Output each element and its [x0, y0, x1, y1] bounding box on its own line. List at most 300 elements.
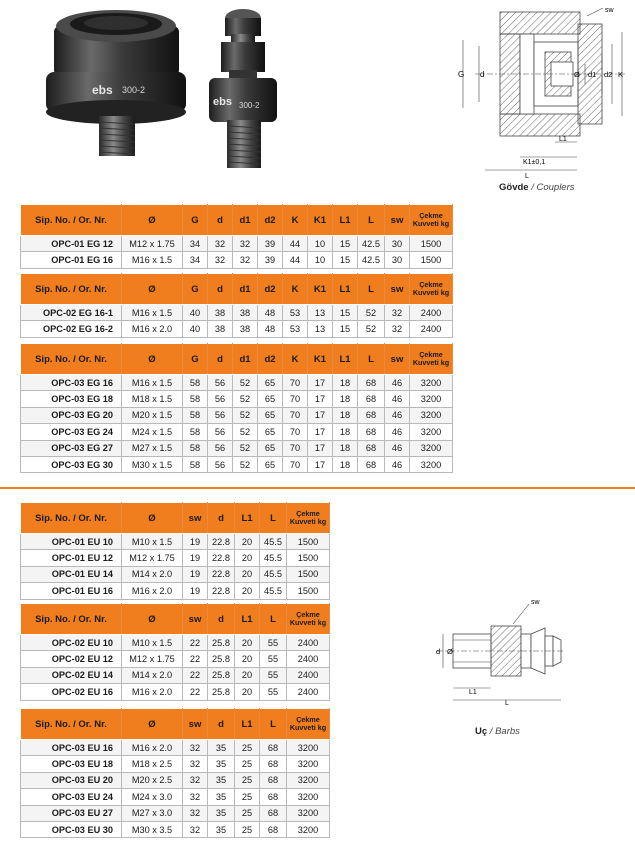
coupler-caption: Gövde / Couplers: [499, 182, 575, 193]
table-cell: 32: [183, 772, 208, 788]
dim-sw: sw: [605, 7, 614, 14]
table-cell: 25: [235, 789, 260, 805]
table-cell: 46: [385, 456, 410, 472]
column-header: Ø: [122, 205, 183, 236]
column-header: d: [208, 205, 233, 236]
table-row: [21, 252, 453, 268]
table-cell: 10: [308, 236, 333, 252]
table-cell: 46: [385, 391, 410, 407]
table-cell: 55: [260, 651, 287, 667]
spec-table-opc01-eu: [20, 502, 330, 600]
table-row: [21, 456, 453, 472]
column-header: d: [208, 344, 233, 375]
table-cell: 42.5: [358, 236, 385, 252]
barb-model: 300-2: [239, 101, 260, 110]
table-cell: M12 x 1.75: [122, 651, 183, 667]
column-header: Çekme Kuvveti kg: [287, 604, 330, 635]
table-cell: 58: [183, 456, 208, 472]
table-cell: 2400: [287, 651, 330, 667]
column-header: Çekme Kuvveti kg: [287, 709, 330, 740]
table-cell: 13: [308, 321, 333, 337]
part-number-cell: OPC-03 EG 16: [21, 375, 122, 391]
table-cell: 1500: [287, 534, 330, 550]
table-cell: 55: [260, 635, 287, 651]
table-cell: 25: [235, 805, 260, 821]
column-header: Çekme Kuvveti kg: [410, 274, 453, 305]
table-row: [21, 805, 330, 821]
column-header: Ø: [122, 344, 183, 375]
table-cell: M24 x 3.0: [122, 789, 183, 805]
table-cell: 32: [183, 805, 208, 821]
table-cell: 17: [308, 391, 333, 407]
barb-dim-phi: Ø: [447, 647, 453, 656]
table-cell: 52: [233, 391, 258, 407]
dim-L: L: [525, 173, 529, 180]
table-row: [21, 391, 453, 407]
barb-caption: Uç / Barbs: [475, 726, 520, 737]
table-cell: 68: [260, 740, 287, 756]
table-cell: M16 x 1.5: [122, 305, 183, 321]
dim-d: d: [480, 70, 485, 79]
table-cell: 68: [358, 424, 385, 440]
table-row: [21, 375, 453, 391]
table-cell: 25.8: [208, 651, 235, 667]
barb-dim-L: L: [505, 700, 509, 706]
table-cell: 65: [258, 391, 283, 407]
table-cell: 38: [233, 321, 258, 337]
table-cell: 35: [208, 740, 235, 756]
table-cell: 2400: [410, 305, 453, 321]
table-cell: M30 x 1.5: [122, 456, 183, 472]
table-cell: 39: [258, 252, 283, 268]
table-cell: 56: [208, 391, 233, 407]
part-number-cell: OPC-03 EG 27: [21, 440, 122, 456]
table-cell: M16 x 2.0: [122, 684, 183, 700]
table-cell: 22: [183, 635, 208, 651]
part-number-cell: OPC-02 EU 12: [21, 651, 122, 667]
table-cell: 48: [258, 305, 283, 321]
table-cell: 3200: [287, 789, 330, 805]
table-cell: 44: [283, 236, 308, 252]
table-cell: 3200: [410, 407, 453, 423]
column-header: d2: [258, 205, 283, 236]
column-header: Sip. No. / Or. Nr.: [21, 604, 122, 635]
table-cell: 20: [235, 534, 260, 550]
table-cell: 38: [208, 305, 233, 321]
table-cell: 3200: [287, 740, 330, 756]
part-number-cell: OPC-03 EU 30: [21, 821, 122, 837]
table-cell: 20: [235, 651, 260, 667]
table-cell: 22: [183, 684, 208, 700]
column-header: Ø: [122, 503, 183, 534]
column-header: sw: [385, 205, 410, 236]
table-cell: 2400: [410, 321, 453, 337]
spec-table-opc03-eg: [20, 343, 453, 473]
table-cell: 70: [283, 440, 308, 456]
column-header: Sip. No. / Or. Nr.: [21, 274, 122, 305]
table-cell: 56: [208, 375, 233, 391]
table-cell: 68: [358, 456, 385, 472]
table-cell: 32: [385, 305, 410, 321]
table-cell: 20: [235, 684, 260, 700]
column-header: sw: [385, 274, 410, 305]
column-header: d: [208, 274, 233, 305]
table-cell: 25.8: [208, 684, 235, 700]
part-number-cell: OPC-03 EG 20: [21, 407, 122, 423]
table-cell: 25: [235, 772, 260, 788]
table-cell: 32: [208, 236, 233, 252]
spec-table-opc01-eg: [20, 204, 453, 269]
column-header: Ø: [122, 274, 183, 305]
dim-L1: L1: [559, 136, 567, 143]
column-header: K: [283, 344, 308, 375]
table-cell: 68: [358, 375, 385, 391]
table-cell: 46: [385, 424, 410, 440]
table-cell: 68: [260, 756, 287, 772]
part-number-cell: OPC-03 EG 24: [21, 424, 122, 440]
dim-K: K: [618, 70, 624, 79]
column-header: L1: [235, 503, 260, 534]
table-cell: 32: [183, 740, 208, 756]
table-row: [21, 550, 330, 566]
table-cell: 46: [385, 440, 410, 456]
column-header: L: [358, 205, 385, 236]
column-header: G: [183, 274, 208, 305]
table-cell: 3200: [287, 821, 330, 837]
table-cell: 25.8: [208, 667, 235, 683]
barb-drawing: [433, 596, 568, 706]
table-cell: 10: [308, 252, 333, 268]
table-cell: M12 x 1.75: [122, 236, 183, 252]
table-cell: 38: [233, 305, 258, 321]
table-cell: 30: [385, 236, 410, 252]
table-row: [21, 667, 330, 683]
barb-photo: [203, 4, 283, 174]
table-cell: M16 x 2.0: [122, 583, 183, 599]
table-cell: 32: [183, 821, 208, 837]
table-cell: 25: [235, 740, 260, 756]
part-number-cell: OPC-03 EU 16: [21, 740, 122, 756]
table-cell: 20: [235, 667, 260, 683]
table-cell: 68: [358, 407, 385, 423]
table-cell: 68: [358, 440, 385, 456]
dim-G: G: [458, 70, 465, 79]
table-cell: 52: [358, 305, 385, 321]
table-cell: 19: [183, 566, 208, 582]
table-cell: 35: [208, 821, 235, 837]
table-cell: 35: [208, 805, 235, 821]
column-header: sw: [183, 503, 208, 534]
table-cell: 3200: [410, 456, 453, 472]
column-header: Sip. No. / Or. Nr.: [21, 205, 122, 236]
table-cell: 56: [208, 424, 233, 440]
table-cell: 65: [258, 456, 283, 472]
table-cell: M27 x 3.0: [122, 805, 183, 821]
part-number-cell: OPC-01 EU 10: [21, 534, 122, 550]
table-cell: 46: [385, 407, 410, 423]
table-cell: 3200: [287, 772, 330, 788]
table-cell: 42.5: [358, 252, 385, 268]
part-number-cell: OPC-03 EU 27: [21, 805, 122, 821]
table-cell: 32: [208, 252, 233, 268]
table-row: [21, 821, 330, 837]
column-header: Sip. No. / Or. Nr.: [21, 344, 122, 375]
table-cell: 20: [235, 583, 260, 599]
table-cell: 3200: [410, 375, 453, 391]
coupler-drawing: [455, 2, 633, 182]
table-cell: 18: [333, 391, 358, 407]
table-cell: 52: [233, 456, 258, 472]
table-cell: 20: [235, 550, 260, 566]
column-header: Sip. No. / Or. Nr.: [21, 709, 122, 740]
column-header: d2: [258, 274, 283, 305]
table-cell: 1500: [410, 236, 453, 252]
table-cell: 22.8: [208, 550, 235, 566]
table-cell: 20: [235, 566, 260, 582]
part-number-cell: OPC-03 EU 24: [21, 789, 122, 805]
column-header: L: [260, 503, 287, 534]
column-header: d: [208, 503, 235, 534]
table-cell: M20 x 1.5: [122, 407, 183, 423]
table-cell: 15: [333, 321, 358, 337]
table-cell: 68: [260, 805, 287, 821]
table-cell: 3200: [410, 391, 453, 407]
table-row: [21, 407, 453, 423]
table-row: [21, 424, 453, 440]
section-divider: [0, 487, 635, 489]
table-cell: 52: [358, 321, 385, 337]
table-row: [21, 789, 330, 805]
table-cell: 52: [233, 407, 258, 423]
part-number-cell: OPC-01 EU 12: [21, 550, 122, 566]
table-cell: 18: [333, 375, 358, 391]
part-number-cell: OPC-01 EU 14: [21, 566, 122, 582]
table-cell: 1500: [287, 550, 330, 566]
table-cell: 3200: [410, 424, 453, 440]
table-cell: 45.5: [260, 534, 287, 550]
table-cell: 58: [183, 407, 208, 423]
table-cell: 65: [258, 440, 283, 456]
table-cell: M16 x 1.5: [122, 375, 183, 391]
table-cell: 48: [258, 321, 283, 337]
table-cell: 3200: [287, 756, 330, 772]
table-cell: 58: [183, 375, 208, 391]
table-cell: 17: [308, 424, 333, 440]
table-cell: 68: [260, 789, 287, 805]
table-row: [21, 772, 330, 788]
barb-dim-d: d: [436, 647, 441, 656]
table-cell: 19: [183, 550, 208, 566]
table-row: [21, 740, 330, 756]
table-row: [21, 583, 330, 599]
table-cell: 3200: [287, 805, 330, 821]
part-number-cell: OPC-01 EG 12: [21, 236, 122, 252]
table-cell: 15: [333, 252, 358, 268]
coupler-model: 300-2: [122, 85, 146, 95]
part-number-cell: OPC-03 EU 20: [21, 772, 122, 788]
table-cell: 17: [308, 375, 333, 391]
part-number-cell: OPC-02 EG 16-2: [21, 321, 122, 337]
column-header: Ø: [122, 604, 183, 635]
column-header: L1: [333, 205, 358, 236]
dim-d2: d2: [604, 70, 613, 79]
column-header: Çekme Kuvveti kg: [410, 344, 453, 375]
table-cell: 18: [333, 456, 358, 472]
table-row: [21, 534, 330, 550]
table-row: [21, 566, 330, 582]
column-header: G: [183, 344, 208, 375]
table-cell: 34: [183, 252, 208, 268]
barb-brand: ebs: [213, 96, 232, 108]
spec-table-opc03-eu: [20, 708, 330, 838]
table-cell: 58: [183, 424, 208, 440]
column-header: d1: [233, 274, 258, 305]
table-row: [21, 756, 330, 772]
column-header: d: [208, 709, 235, 740]
column-header: L1: [333, 274, 358, 305]
table-cell: 3200: [410, 440, 453, 456]
table-cell: M16 x 2.0: [122, 321, 183, 337]
column-header: L: [260, 604, 287, 635]
table-cell: 22: [183, 651, 208, 667]
table-cell: 53: [283, 305, 308, 321]
table-cell: 17: [308, 440, 333, 456]
table-cell: 52: [233, 424, 258, 440]
table-cell: M16 x 1.5: [122, 252, 183, 268]
table-cell: 2400: [287, 684, 330, 700]
table-cell: 22.8: [208, 583, 235, 599]
column-header: d2: [258, 344, 283, 375]
table-cell: 2400: [287, 635, 330, 651]
column-header: Ø: [122, 709, 183, 740]
table-cell: M27 x 1.5: [122, 440, 183, 456]
table-cell: 35: [208, 789, 235, 805]
part-number-cell: OPC-01 EG 16: [21, 252, 122, 268]
table-cell: 58: [183, 440, 208, 456]
table-cell: 30: [385, 252, 410, 268]
dim-K1: K1±0,1: [523, 159, 546, 166]
table-cell: 1500: [287, 583, 330, 599]
table-cell: 38: [208, 321, 233, 337]
table-cell: M24 x 1.5: [122, 424, 183, 440]
table-row: [21, 236, 453, 252]
column-header: K1: [308, 344, 333, 375]
table-cell: 32: [233, 252, 258, 268]
column-header: K: [283, 274, 308, 305]
table-cell: 56: [208, 440, 233, 456]
table-row: [21, 684, 330, 700]
column-header: L: [260, 709, 287, 740]
column-header: d1: [233, 205, 258, 236]
table-cell: 32: [385, 321, 410, 337]
dim-phi: Ø: [574, 70, 580, 79]
spec-table-opc02-eu: [20, 603, 330, 701]
table-cell: M18 x 1.5: [122, 391, 183, 407]
table-cell: 19: [183, 534, 208, 550]
part-number-cell: OPC-03 EU 18: [21, 756, 122, 772]
column-header: K: [283, 205, 308, 236]
column-header: Çekme Kuvveti kg: [410, 205, 453, 236]
table-cell: 58: [183, 391, 208, 407]
part-number-cell: OPC-01 EU 16: [21, 583, 122, 599]
column-header: d: [208, 604, 235, 635]
table-cell: 25: [235, 756, 260, 772]
spec-table-opc02-eg: [20, 273, 453, 338]
table-row: [21, 635, 330, 651]
barb-dim-sw: sw: [531, 599, 540, 606]
table-cell: 25.8: [208, 635, 235, 651]
part-number-cell: OPC-02 EU 16: [21, 684, 122, 700]
table-cell: 45.5: [260, 566, 287, 582]
column-header: G: [183, 205, 208, 236]
column-header: sw: [385, 344, 410, 375]
table-cell: 55: [260, 667, 287, 683]
column-header: sw: [183, 604, 208, 635]
table-cell: 2400: [287, 667, 330, 683]
part-number-cell: OPC-02 EG 16-1: [21, 305, 122, 321]
table-cell: 35: [208, 756, 235, 772]
table-cell: 70: [283, 407, 308, 423]
column-header: L: [358, 274, 385, 305]
column-header: L1: [235, 604, 260, 635]
column-header: Sip. No. / Or. Nr.: [21, 503, 122, 534]
table-cell: 13: [308, 305, 333, 321]
table-cell: 56: [208, 407, 233, 423]
column-header: d1: [233, 344, 258, 375]
table-cell: 70: [283, 391, 308, 407]
column-header: L1: [235, 709, 260, 740]
part-number-cell: OPC-03 EG 18: [21, 391, 122, 407]
table-cell: 45.5: [260, 583, 287, 599]
table-cell: M16 x 2.0: [122, 740, 183, 756]
table-cell: 22.8: [208, 566, 235, 582]
table-row: [21, 651, 330, 667]
table-cell: M30 x 3.5: [122, 821, 183, 837]
table-cell: 35: [208, 772, 235, 788]
part-number-cell: OPC-02 EU 10: [21, 635, 122, 651]
table-cell: 20: [235, 635, 260, 651]
table-row: [21, 321, 453, 337]
table-cell: 65: [258, 424, 283, 440]
table-cell: M14 x 2.0: [122, 667, 183, 683]
table-cell: 17: [308, 456, 333, 472]
table-cell: 55: [260, 684, 287, 700]
column-header: sw: [183, 709, 208, 740]
table-cell: 18: [333, 440, 358, 456]
column-header: K1: [308, 205, 333, 236]
table-cell: 45.5: [260, 550, 287, 566]
table-cell: 1500: [287, 566, 330, 582]
table-cell: 70: [283, 456, 308, 472]
coupler-photo: [44, 4, 194, 174]
table-row: [21, 305, 453, 321]
table-cell: 52: [233, 375, 258, 391]
table-cell: 53: [283, 321, 308, 337]
table-cell: 44: [283, 252, 308, 268]
table-cell: 68: [260, 772, 287, 788]
table-cell: 22.8: [208, 534, 235, 550]
table-cell: 65: [258, 375, 283, 391]
dim-d1: d1: [588, 70, 597, 79]
table-cell: M10 x 1.5: [122, 635, 183, 651]
table-cell: 65: [258, 407, 283, 423]
table-cell: M10 x 1.5: [122, 534, 183, 550]
table-cell: 18: [333, 424, 358, 440]
table-cell: 52: [233, 440, 258, 456]
table-cell: 70: [283, 375, 308, 391]
table-cell: M18 x 2.5: [122, 756, 183, 772]
table-cell: 34: [183, 236, 208, 252]
